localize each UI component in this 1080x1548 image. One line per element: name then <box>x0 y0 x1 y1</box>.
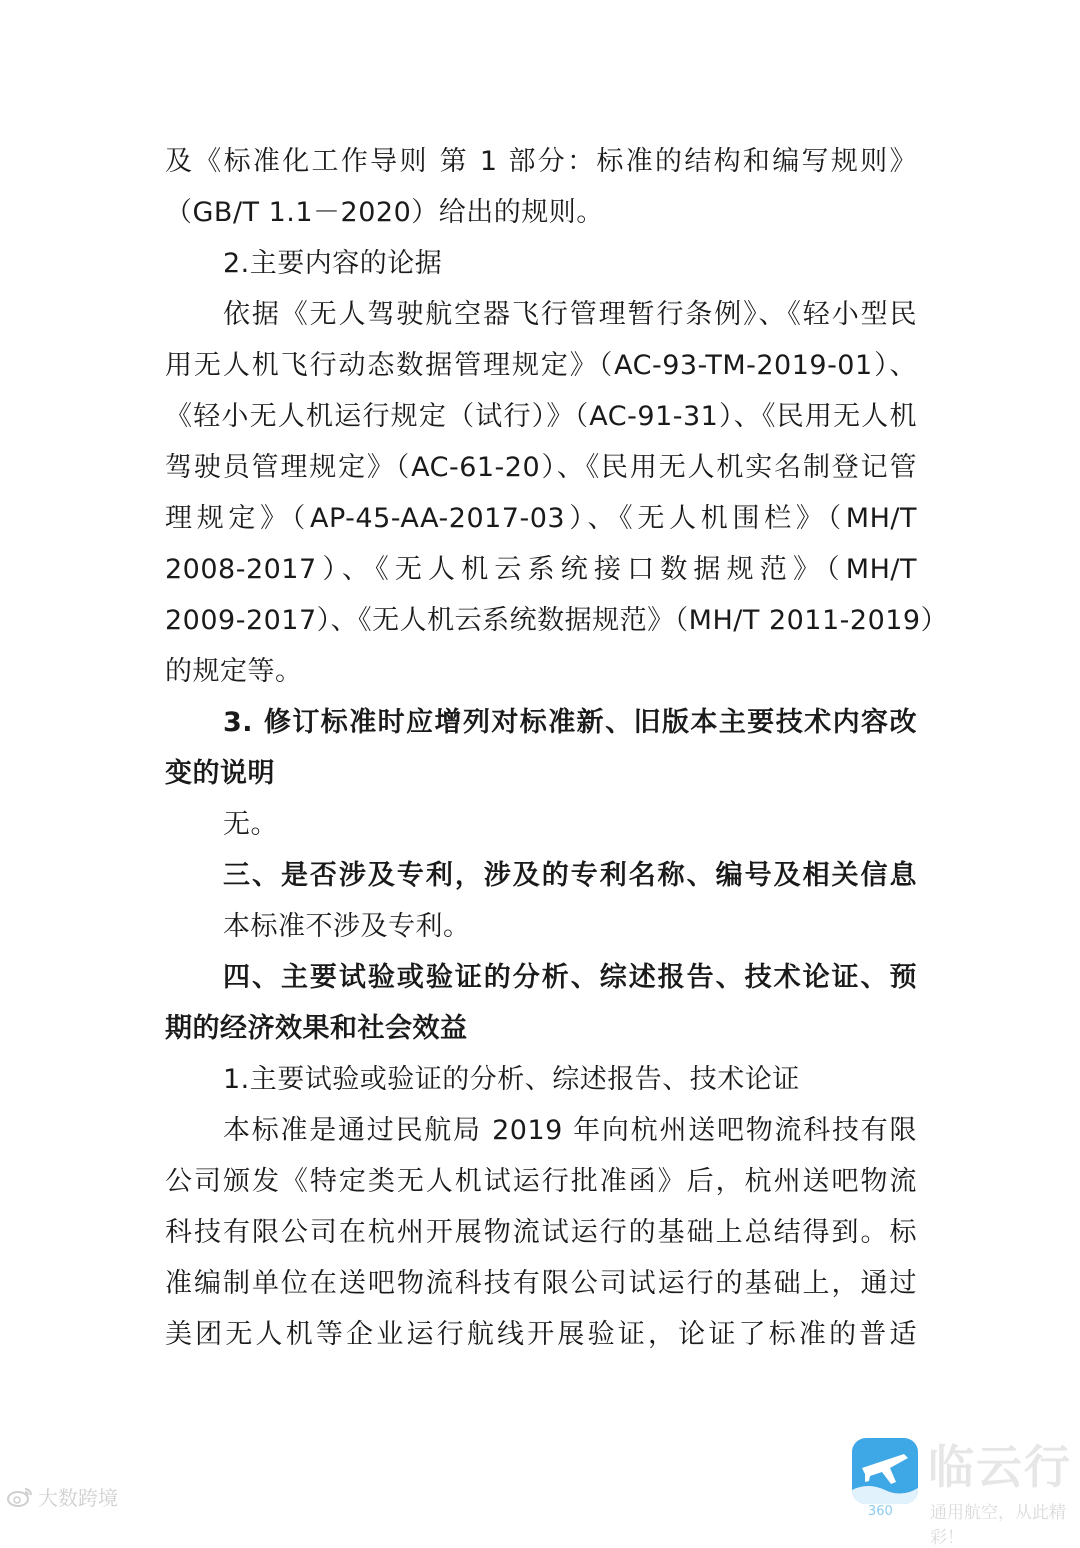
watermark-slogan: 通用航空，从此精彩！ <box>930 1503 1066 1548</box>
document-page <box>165 136 949 1360</box>
section-heading: 四、主要试验或验证的分析、综述报告、技术论证、预 <box>223 962 917 993</box>
text-line: 准编制单位在送吧物流科技有限公司试运行的基础上，通过 <box>165 1268 917 1299</box>
subheading: 2.主要内容的论据 <box>223 248 443 279</box>
text-line: 公司颁发《特定类无人机试运行批准函》后，杭州送吧物流 <box>165 1166 917 1197</box>
text-line: 及《标准化工作导则 第 1 部分：标准的结构和编写规则》 <box>165 146 917 177</box>
text-line: 理规定》（AP-45-AA-2017-03）、《无人机围栏》（MH/T <box>165 503 917 534</box>
text-line: （GB/T 1.1－2020）给出的规则。 <box>165 197 604 228</box>
watermark-right <box>852 1438 1074 1548</box>
text-line: 驾驶员管理规定》（AC-61-20）、《民用无人机实名制登记管 <box>165 452 917 483</box>
text-line: 《轻小无人机运行规定（试行）》（AC-91-31）、《民用无人机 <box>165 401 917 432</box>
watermark-left-text: 大数跨境 <box>38 1486 118 1510</box>
text-line: 的规定等。 <box>165 656 303 687</box>
text-line: 依据《无人驾驶航空器飞行管理暂行条例》、《轻小型民 <box>223 299 917 330</box>
section-heading: 期的经济效果和社会效益 <box>165 1013 468 1044</box>
watermark-title: 临云行 <box>928 1440 1072 1494</box>
subheading: 变的说明 <box>165 758 275 789</box>
app-logo <box>852 1438 918 1504</box>
text-line: 美团无人机等企业运行航线开展验证，论证了标准的普适 <box>165 1319 917 1350</box>
text-line: 科技有限公司在杭州开展物流试运行的基础上总结得到。标 <box>165 1217 917 1248</box>
text-line: 2009-2017）、《无人机云系统数据规范》（MH/T 2011-2019） <box>165 605 949 636</box>
text-line: 本标准不涉及专利。 <box>223 911 471 942</box>
watermark-number: 360 <box>868 1504 893 1519</box>
watermark-left <box>6 1482 118 1511</box>
text-line: 用无人机飞行动态数据管理规定》（AC-93-TM-2019-01）、 <box>165 350 917 381</box>
section-heading: 三、是否涉及专利，涉及的专利名称、编号及相关信息 <box>223 860 917 891</box>
text-line: 本标准是通过民航局 2019 年向杭州送吧物流科技有限 <box>223 1115 917 1146</box>
weibo-icon <box>6 1486 34 1508</box>
text-line: 无。 <box>223 809 278 840</box>
text-line: 2008-2017）、《无人机云系统接口数据规范》（MH/T <box>165 554 917 585</box>
subheading: 3. 修订标准时应增列对标准新、旧版本主要技术内容改 <box>223 707 917 738</box>
subheading: 1.主要试验或验证的分析、综述报告、技术论证 <box>223 1064 800 1095</box>
airplane-icon <box>852 1438 918 1504</box>
